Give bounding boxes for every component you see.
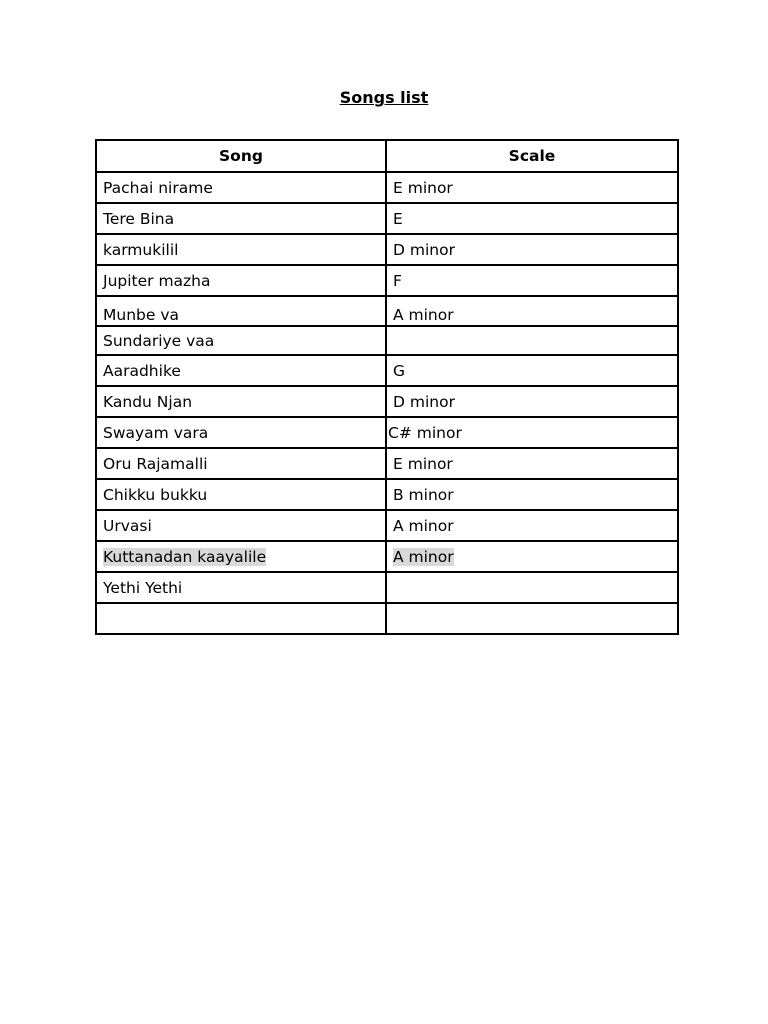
scale-cell: A minor <box>386 510 678 541</box>
table-header-row <box>96 140 678 172</box>
table-row <box>96 479 678 510</box>
song-cell <box>96 541 386 572</box>
table-row <box>96 296 678 326</box>
highlighted-song-text: Kuttanadan kaayalile <box>103 547 267 566</box>
table-row <box>96 572 678 603</box>
song-cell: Kandu Njan <box>96 386 386 417</box>
song-cell <box>96 603 386 634</box>
scale-cell <box>386 603 678 634</box>
scale-cell: G <box>386 355 678 386</box>
table-row <box>96 448 678 479</box>
song-cell: Aaradhike <box>96 355 386 386</box>
table-row <box>96 265 678 296</box>
song-cell: Chikku bukku <box>96 479 386 510</box>
song-cell: Munbe va <box>96 296 386 326</box>
scale-cell: E minor <box>386 172 678 203</box>
table-row <box>96 326 678 355</box>
table-row <box>96 203 678 234</box>
scale-cell: E <box>386 203 678 234</box>
table-row-highlighted <box>96 541 678 572</box>
song-cell: Jupiter mazha <box>96 265 386 296</box>
scale-cell: B minor <box>386 479 678 510</box>
scale-cell <box>386 326 678 355</box>
song-cell: Tere Bina <box>96 203 386 234</box>
scale-cell: E minor <box>386 448 678 479</box>
table-row <box>96 386 678 417</box>
highlighted-scale-text: A minor <box>393 547 454 566</box>
scale-cell <box>386 572 678 603</box>
column-header-scale: Scale <box>386 140 678 172</box>
column-header-song: Song <box>96 140 386 172</box>
song-cell: Pachai nirame <box>96 172 386 203</box>
song-cell: Swayam vara <box>96 417 386 448</box>
scale-cell: C# minor <box>386 417 678 448</box>
songs-table <box>95 139 679 635</box>
scale-cell: A minor <box>386 296 678 326</box>
table-row <box>96 172 678 203</box>
table-row <box>96 510 678 541</box>
song-cell: Sundariye vaa <box>96 326 386 355</box>
scale-cell: D minor <box>386 386 678 417</box>
scale-cell: F <box>386 265 678 296</box>
scale-cell: D minor <box>386 234 678 265</box>
song-cell: Urvasi <box>96 510 386 541</box>
table-row <box>96 234 678 265</box>
song-cell: Oru Rajamalli <box>96 448 386 479</box>
song-cell: karmukilil <box>96 234 386 265</box>
table-row <box>96 355 678 386</box>
table-row <box>96 417 678 448</box>
scale-cell <box>386 541 678 572</box>
song-cell: Yethi Yethi <box>96 572 386 603</box>
page-title: Songs list <box>339 88 429 107</box>
table-row-empty <box>96 603 678 634</box>
